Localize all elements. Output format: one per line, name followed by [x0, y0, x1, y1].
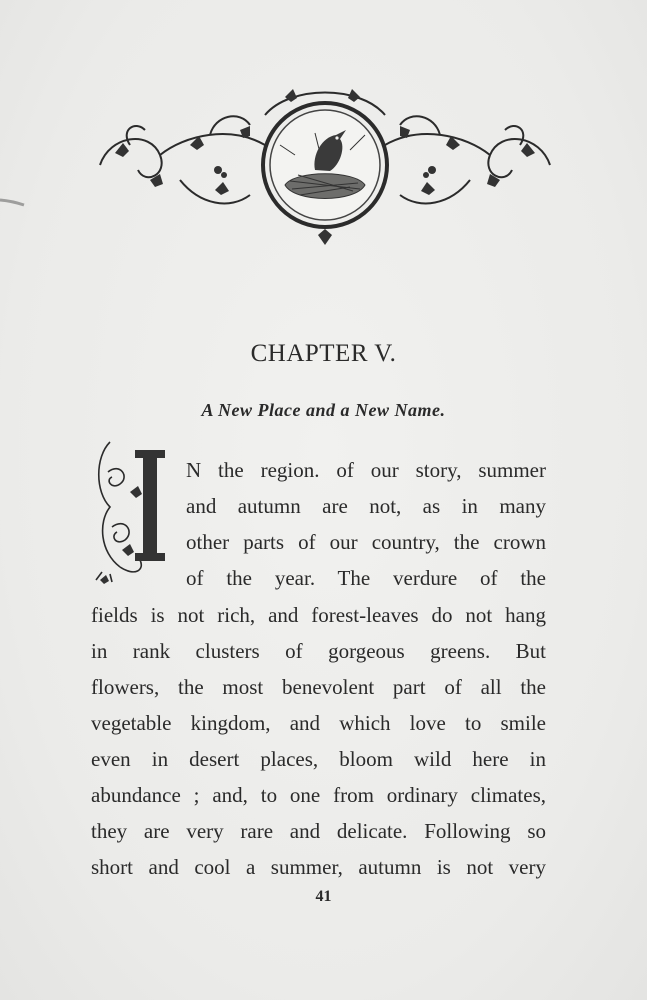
- text-line: of the year. The verdure of the: [186, 566, 546, 590]
- drop-cap-letter: I: [90, 432, 91, 433]
- ornamental-headpiece-bird-nest: [90, 75, 560, 250]
- page-edge-smudge: [0, 195, 30, 209]
- text-line: short and cool a summer, autumn is not very: [91, 855, 546, 879]
- text-line: they are very rare and delicate. Following so: [91, 819, 546, 843]
- text-line: flowers, the most benevolent part of all the: [91, 675, 546, 699]
- text-line: other parts of our country, the crown: [186, 530, 546, 554]
- text-line: abundance ; and, to one from ordinary climates,: [91, 783, 546, 807]
- text-line: vegetable kingdom, and which love to smile: [91, 711, 546, 735]
- text-line: N the region. of our story, summer: [186, 458, 546, 482]
- illuminated-drop-cap: [90, 432, 180, 587]
- text-line: fields is not rich, and forest-leaves do not hang: [91, 603, 546, 627]
- chapter-title: CHAPTER V.: [250, 340, 397, 367]
- text-line: in rank clusters of gorgeous greens. But: [91, 639, 546, 663]
- chapter-subtitle: A New Place and a New Name.: [201, 400, 446, 420]
- page-number: 41: [315, 888, 332, 905]
- text-line: even in desert places, bloom wild here in: [91, 747, 546, 771]
- text-line: and autumn are not, as in many: [186, 494, 546, 518]
